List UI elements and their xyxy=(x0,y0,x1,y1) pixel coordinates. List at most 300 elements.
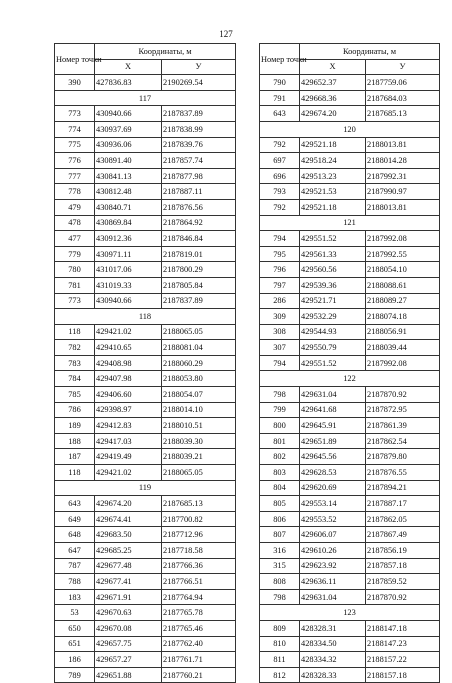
section-number: 123 xyxy=(260,605,440,621)
point-number-cell: 782 xyxy=(55,340,95,356)
y-coordinate-cell: 2187712.96 xyxy=(162,527,236,543)
y-coordinate-cell: 2187992.55 xyxy=(366,246,440,262)
y-header: У xyxy=(366,59,440,75)
y-coordinate-cell: 2188054.10 xyxy=(366,262,440,278)
point-number-cell: 798 xyxy=(260,589,300,605)
point-number-cell: 794 xyxy=(260,231,300,247)
x-coordinate-cell: 431017.06 xyxy=(95,262,162,278)
x-coordinate-cell: 429683.50 xyxy=(95,527,162,543)
y-coordinate-cell: 2187990.97 xyxy=(366,184,440,200)
point-number-cell: 802 xyxy=(260,449,300,465)
y-coordinate-cell: 2187864.92 xyxy=(162,215,236,231)
point-number-cell: 308 xyxy=(260,324,300,340)
y-coordinate-cell: 2188157.18 xyxy=(366,667,440,683)
y-coordinate-cell: 2187838.99 xyxy=(162,121,236,137)
point-number-cell: 778 xyxy=(55,184,95,200)
table-row xyxy=(260,199,440,215)
y-coordinate-cell: 2187872.95 xyxy=(366,402,440,418)
x-coordinate-cell: 429628.53 xyxy=(300,465,366,481)
y-coordinate-cell: 2187800.29 xyxy=(162,262,236,278)
x-coordinate-cell: 429553.52 xyxy=(300,511,366,527)
coordinates-header: Координаты, м xyxy=(95,44,236,60)
table-row xyxy=(55,605,236,621)
x-header: Х xyxy=(95,59,162,75)
x-header: Х xyxy=(300,59,366,75)
section-number: 118 xyxy=(55,309,236,325)
section-row xyxy=(55,309,236,325)
y-coordinate-cell: 2188039.21 xyxy=(162,449,236,465)
y-coordinate-cell: 2187876.55 xyxy=(366,465,440,481)
table-row xyxy=(55,496,236,512)
point-number-cell: 118 xyxy=(55,465,95,481)
y-coordinate-cell: 2188065.05 xyxy=(162,324,236,340)
point-number-cell: 307 xyxy=(260,340,300,356)
y-coordinate-cell: 2187992.08 xyxy=(366,355,440,371)
x-coordinate-cell: 430936.06 xyxy=(95,137,162,153)
y-coordinate-cell: 2188013.81 xyxy=(366,199,440,215)
x-coordinate-cell: 429406.60 xyxy=(95,387,162,403)
point-number-cell: 696 xyxy=(260,168,300,184)
point-number-cell: 697 xyxy=(260,153,300,169)
x-coordinate-cell: 429561.33 xyxy=(300,246,366,262)
table-row xyxy=(55,168,236,184)
x-coordinate-cell: 430912.36 xyxy=(95,231,162,247)
y-coordinate-cell: 2187765.78 xyxy=(162,605,236,621)
x-coordinate-cell: 429412.83 xyxy=(95,418,162,434)
x-coordinate-cell: 429610.26 xyxy=(300,543,366,559)
point-number-header: Номер точки xyxy=(55,44,95,75)
y-coordinate-cell: 2187700.82 xyxy=(162,511,236,527)
table-row xyxy=(55,153,236,169)
table-row xyxy=(260,496,440,512)
table-row xyxy=(260,652,440,668)
table-row xyxy=(55,277,236,293)
x-coordinate-cell: 429521.53 xyxy=(300,184,366,200)
table-row xyxy=(260,667,440,683)
point-number-cell: 783 xyxy=(55,355,95,371)
y-coordinate-cell: 2188147.23 xyxy=(366,636,440,652)
x-coordinate-cell: 429513.23 xyxy=(300,168,366,184)
table-row xyxy=(260,574,440,590)
y-coordinate-cell: 2187805.84 xyxy=(162,277,236,293)
table-row xyxy=(260,246,440,262)
point-number-cell: 806 xyxy=(260,511,300,527)
table-row xyxy=(55,355,236,371)
x-coordinate-cell: 429670.08 xyxy=(95,620,162,636)
y-coordinate-cell: 2187887.17 xyxy=(366,496,440,512)
table-row xyxy=(55,543,236,559)
y-coordinate-cell: 2188089.27 xyxy=(366,293,440,309)
table-row xyxy=(55,449,236,465)
point-number-cell: 794 xyxy=(260,355,300,371)
y-coordinate-cell: 2187718.58 xyxy=(162,543,236,559)
x-coordinate-cell: 429521.71 xyxy=(300,293,366,309)
point-number-cell: 648 xyxy=(55,527,95,543)
table-row xyxy=(260,231,440,247)
section-number: 117 xyxy=(55,90,236,106)
table-row xyxy=(260,589,440,605)
y-coordinate-cell: 2187861.39 xyxy=(366,418,440,434)
table-row xyxy=(260,106,440,122)
table-row xyxy=(55,199,236,215)
point-number-cell: 188 xyxy=(55,433,95,449)
point-number-cell: 774 xyxy=(55,121,95,137)
x-coordinate-cell: 429539.36 xyxy=(300,277,366,293)
point-number-cell: 309 xyxy=(260,309,300,325)
y-coordinate-cell: 2187837.89 xyxy=(162,293,236,309)
coordinates-header: Координаты, м xyxy=(300,44,440,60)
x-coordinate-cell: 429641.68 xyxy=(300,402,366,418)
point-number-cell: 807 xyxy=(260,527,300,543)
y-coordinate-cell: 2187857.74 xyxy=(162,153,236,169)
x-coordinate-cell: 430891.40 xyxy=(95,153,162,169)
x-coordinate-cell: 429674.20 xyxy=(95,496,162,512)
y-coordinate-cell: 2187992.31 xyxy=(366,168,440,184)
y-coordinate-cell: 2187894.21 xyxy=(366,480,440,496)
table-row xyxy=(55,574,236,590)
section-row xyxy=(260,121,440,137)
point-number-cell: 478 xyxy=(55,215,95,231)
table-row xyxy=(260,418,440,434)
x-coordinate-cell: 429550.79 xyxy=(300,340,366,356)
x-coordinate-cell: 429407.98 xyxy=(95,371,162,387)
y-coordinate-cell: 2187819.01 xyxy=(162,246,236,262)
x-coordinate-cell: 429651.88 xyxy=(95,667,162,683)
point-number-cell: 805 xyxy=(260,496,300,512)
point-number-cell: 808 xyxy=(260,574,300,590)
x-coordinate-cell: 429518.24 xyxy=(300,153,366,169)
table-row xyxy=(55,246,236,262)
table-row xyxy=(260,184,440,200)
y-coordinate-cell: 2188013.81 xyxy=(366,137,440,153)
x-coordinate-cell: 429417.03 xyxy=(95,433,162,449)
table-row xyxy=(55,652,236,668)
point-number-cell: 803 xyxy=(260,465,300,481)
point-number-cell: 796 xyxy=(260,262,300,278)
table-row xyxy=(55,231,236,247)
point-number-cell: 773 xyxy=(55,293,95,309)
x-coordinate-cell: 429671.91 xyxy=(95,589,162,605)
point-number-cell: 785 xyxy=(55,387,95,403)
point-number-cell: 811 xyxy=(260,652,300,668)
x-coordinate-cell: 429408.98 xyxy=(95,355,162,371)
point-number-cell: 786 xyxy=(55,402,95,418)
y-coordinate-cell: 2187846.84 xyxy=(162,231,236,247)
table-row xyxy=(260,340,440,356)
point-number-cell: 647 xyxy=(55,543,95,559)
y-coordinate-cell: 2187862.05 xyxy=(366,511,440,527)
point-number-cell: 800 xyxy=(260,418,300,434)
point-number-cell: 315 xyxy=(260,558,300,574)
point-number-cell: 787 xyxy=(55,558,95,574)
y-coordinate-cell: 2187870.92 xyxy=(366,589,440,605)
point-number-cell: 390 xyxy=(55,75,95,91)
section-number: 121 xyxy=(260,215,440,231)
x-coordinate-cell: 430840.71 xyxy=(95,199,162,215)
point-number-cell: 53 xyxy=(55,605,95,621)
table-row xyxy=(55,387,236,403)
point-number-cell: 799 xyxy=(260,402,300,418)
x-coordinate-cell: 428334.32 xyxy=(300,652,366,668)
x-coordinate-cell: 429636.11 xyxy=(300,574,366,590)
table-row xyxy=(55,527,236,543)
table-row xyxy=(55,262,236,278)
table-row xyxy=(55,511,236,527)
x-coordinate-cell: 429652.37 xyxy=(300,75,366,91)
y-coordinate-cell: 2187877.98 xyxy=(162,168,236,184)
y-coordinate-cell: 2188147.18 xyxy=(366,620,440,636)
table-row xyxy=(260,387,440,403)
y-coordinate-cell: 2187764.94 xyxy=(162,589,236,605)
y-coordinate-cell: 2187856.19 xyxy=(366,543,440,559)
table-row xyxy=(260,558,440,574)
x-coordinate-cell: 429668.36 xyxy=(300,90,366,106)
point-number-cell: 286 xyxy=(260,293,300,309)
table-row xyxy=(260,433,440,449)
x-coordinate-cell: 429398.97 xyxy=(95,402,162,418)
point-number-cell: 643 xyxy=(260,106,300,122)
y-coordinate-cell: 2187684.03 xyxy=(366,90,440,106)
table-row xyxy=(55,620,236,636)
x-coordinate-cell: 429560.56 xyxy=(300,262,366,278)
table-row xyxy=(55,371,236,387)
table-row xyxy=(260,168,440,184)
point-number-cell: 791 xyxy=(260,90,300,106)
x-coordinate-cell: 429551.52 xyxy=(300,355,366,371)
table-row xyxy=(260,75,440,91)
point-number-cell: 779 xyxy=(55,246,95,262)
table-row xyxy=(260,449,440,465)
coordinates-table-body xyxy=(55,75,236,683)
table-row xyxy=(55,465,236,481)
y-coordinate-cell: 2187876.56 xyxy=(162,199,236,215)
point-number-cell: 798 xyxy=(260,387,300,403)
table-row xyxy=(260,511,440,527)
table-row xyxy=(55,75,236,91)
x-coordinate-cell: 429645.56 xyxy=(300,449,366,465)
x-coordinate-cell: 429645.91 xyxy=(300,418,366,434)
x-coordinate-cell: 429651.89 xyxy=(300,433,366,449)
table-row xyxy=(260,355,440,371)
point-number-cell: 650 xyxy=(55,620,95,636)
x-coordinate-cell: 430841.13 xyxy=(95,168,162,184)
point-number-cell: 479 xyxy=(55,199,95,215)
y-coordinate-cell: 2187887.11 xyxy=(162,184,236,200)
point-number-cell: 776 xyxy=(55,153,95,169)
point-number-cell: 780 xyxy=(55,262,95,278)
table-row xyxy=(55,636,236,652)
table-row xyxy=(260,402,440,418)
point-number-cell: 187 xyxy=(55,449,95,465)
y-header: У xyxy=(162,59,236,75)
y-coordinate-cell: 2187766.36 xyxy=(162,558,236,574)
table-row xyxy=(55,106,236,122)
section-row xyxy=(260,605,440,621)
table-row xyxy=(55,137,236,153)
x-coordinate-cell: 428328.31 xyxy=(300,620,366,636)
x-coordinate-cell: 429521.18 xyxy=(300,199,366,215)
y-coordinate-cell: 2187837.89 xyxy=(162,106,236,122)
y-coordinate-cell: 2187857.18 xyxy=(366,558,440,574)
point-number-cell: 809 xyxy=(260,620,300,636)
x-coordinate-cell: 429657.27 xyxy=(95,652,162,668)
point-number-cell: 651 xyxy=(55,636,95,652)
x-coordinate-cell: 429657.75 xyxy=(95,636,162,652)
table-row xyxy=(55,667,236,683)
point-number-cell: 781 xyxy=(55,277,95,293)
table-row xyxy=(55,418,236,434)
table-row xyxy=(260,620,440,636)
x-coordinate-cell: 429674.41 xyxy=(95,511,162,527)
table-row xyxy=(260,527,440,543)
point-number-cell: 775 xyxy=(55,137,95,153)
y-coordinate-cell: 2188054.07 xyxy=(162,387,236,403)
table-row xyxy=(260,90,440,106)
table-row xyxy=(55,589,236,605)
x-coordinate-cell: 429553.14 xyxy=(300,496,366,512)
point-number-cell: 812 xyxy=(260,667,300,683)
x-coordinate-cell: 430940.66 xyxy=(95,106,162,122)
table-row xyxy=(260,277,440,293)
x-coordinate-cell: 429631.04 xyxy=(300,387,366,403)
point-number-cell: 643 xyxy=(55,496,95,512)
y-coordinate-cell: 2188014.28 xyxy=(366,153,440,169)
x-coordinate-cell: 429620.69 xyxy=(300,480,366,496)
y-coordinate-cell: 2188157.22 xyxy=(366,652,440,668)
table-row xyxy=(260,324,440,340)
table-row xyxy=(260,137,440,153)
point-number-cell: 189 xyxy=(55,418,95,434)
y-coordinate-cell: 2188065.05 xyxy=(162,465,236,481)
y-coordinate-cell: 2187867.49 xyxy=(366,527,440,543)
section-row xyxy=(260,215,440,231)
page-number: 127 xyxy=(219,29,233,39)
point-number-cell: 790 xyxy=(260,75,300,91)
table-row xyxy=(260,293,440,309)
point-number-cell: 186 xyxy=(55,652,95,668)
y-coordinate-cell: 2187870.92 xyxy=(366,387,440,403)
point-number-cell: 477 xyxy=(55,231,95,247)
y-coordinate-cell: 2188039.44 xyxy=(366,340,440,356)
y-coordinate-cell: 2187862.54 xyxy=(366,433,440,449)
point-number-cell: 804 xyxy=(260,480,300,496)
y-coordinate-cell: 2187859.52 xyxy=(366,574,440,590)
table-row xyxy=(260,480,440,496)
x-coordinate-cell: 429421.02 xyxy=(95,324,162,340)
x-coordinate-cell: 429631.04 xyxy=(300,589,366,605)
x-coordinate-cell: 430869.84 xyxy=(95,215,162,231)
point-number-cell: 801 xyxy=(260,433,300,449)
x-coordinate-cell: 429544.93 xyxy=(300,324,366,340)
table-row xyxy=(55,340,236,356)
table-row xyxy=(55,433,236,449)
x-coordinate-cell: 429532.29 xyxy=(300,309,366,325)
x-coordinate-cell: 429410.65 xyxy=(95,340,162,356)
point-number-cell: 773 xyxy=(55,106,95,122)
x-coordinate-cell: 430812.48 xyxy=(95,184,162,200)
x-coordinate-cell: 427836.83 xyxy=(95,75,162,91)
section-number: 122 xyxy=(260,371,440,387)
y-coordinate-cell: 2187685.13 xyxy=(162,496,236,512)
x-coordinate-cell: 429419.49 xyxy=(95,449,162,465)
point-number-header: Номер точки xyxy=(260,44,300,75)
x-coordinate-cell: 429623.92 xyxy=(300,558,366,574)
y-coordinate-cell: 2188014.10 xyxy=(162,402,236,418)
x-coordinate-cell: 428328.33 xyxy=(300,667,366,683)
table-row xyxy=(55,215,236,231)
section-row xyxy=(260,371,440,387)
y-coordinate-cell: 2187761.71 xyxy=(162,652,236,668)
y-coordinate-cell: 2187762.40 xyxy=(162,636,236,652)
section-number: 120 xyxy=(260,121,440,137)
coordinates-table-left xyxy=(54,43,236,683)
point-number-cell: 792 xyxy=(260,137,300,153)
x-coordinate-cell: 429521.18 xyxy=(300,137,366,153)
x-coordinate-cell: 430940.66 xyxy=(95,293,162,309)
table-row xyxy=(55,402,236,418)
y-coordinate-cell: 2187760.21 xyxy=(162,667,236,683)
y-coordinate-cell: 2187879.80 xyxy=(366,449,440,465)
section-row xyxy=(55,480,236,496)
table-row xyxy=(55,324,236,340)
table-row xyxy=(260,309,440,325)
y-coordinate-cell: 2188053.80 xyxy=(162,371,236,387)
y-coordinate-cell: 2188010.51 xyxy=(162,418,236,434)
x-coordinate-cell: 429677.48 xyxy=(95,558,162,574)
table-row xyxy=(260,262,440,278)
table-row xyxy=(260,636,440,652)
x-coordinate-cell: 429677.41 xyxy=(95,574,162,590)
x-coordinate-cell: 429670.63 xyxy=(95,605,162,621)
point-number-cell: 118 xyxy=(55,324,95,340)
y-coordinate-cell: 2188088.61 xyxy=(366,277,440,293)
point-number-cell: 316 xyxy=(260,543,300,559)
table-row xyxy=(260,465,440,481)
table-row xyxy=(55,184,236,200)
table-row xyxy=(55,121,236,137)
point-number-cell: 788 xyxy=(55,574,95,590)
y-coordinate-cell: 2188081.04 xyxy=(162,340,236,356)
x-coordinate-cell: 429606.07 xyxy=(300,527,366,543)
point-number-cell: 789 xyxy=(55,667,95,683)
point-number-cell: 183 xyxy=(55,589,95,605)
y-coordinate-cell: 2188074.18 xyxy=(366,309,440,325)
y-coordinate-cell: 2188060.29 xyxy=(162,355,236,371)
table-row xyxy=(260,153,440,169)
coordinates-table-body xyxy=(260,75,440,683)
point-number-cell: 784 xyxy=(55,371,95,387)
y-coordinate-cell: 2190269.54 xyxy=(162,75,236,91)
y-coordinate-cell: 2188039.30 xyxy=(162,433,236,449)
x-coordinate-cell: 431019.33 xyxy=(95,277,162,293)
point-number-cell: 793 xyxy=(260,184,300,200)
y-coordinate-cell: 2187685.13 xyxy=(366,106,440,122)
point-number-cell: 810 xyxy=(260,636,300,652)
y-coordinate-cell: 2187765.46 xyxy=(162,620,236,636)
x-coordinate-cell: 428334.50 xyxy=(300,636,366,652)
table-row xyxy=(55,293,236,309)
y-coordinate-cell: 2187992.08 xyxy=(366,231,440,247)
point-number-cell: 792 xyxy=(260,199,300,215)
x-coordinate-cell: 429551.52 xyxy=(300,231,366,247)
y-coordinate-cell: 2187766.51 xyxy=(162,574,236,590)
section-row xyxy=(55,90,236,106)
x-coordinate-cell: 430971.11 xyxy=(95,246,162,262)
y-coordinate-cell: 2188056.91 xyxy=(366,324,440,340)
point-number-cell: 797 xyxy=(260,277,300,293)
table-row xyxy=(55,558,236,574)
point-number-cell: 777 xyxy=(55,168,95,184)
